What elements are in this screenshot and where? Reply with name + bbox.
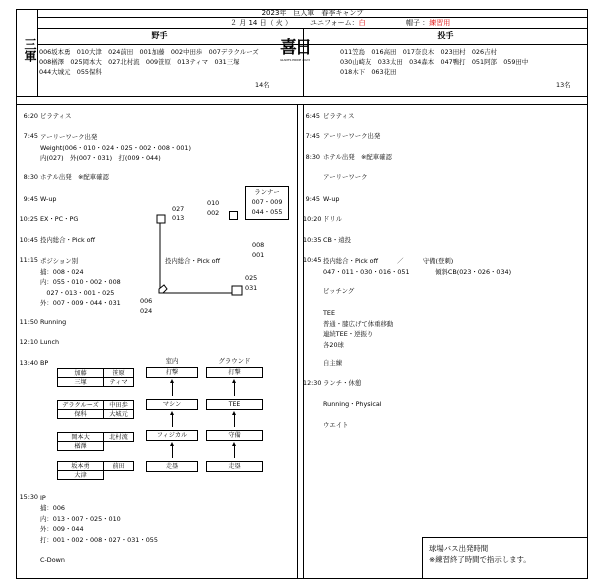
time-label: 10:45 — [19, 236, 38, 244]
page-title: 2023年 巨人軍 春季キャンプ — [261, 9, 364, 17]
schedule-item — [40, 256, 121, 309]
ground-step: 打撃 — [206, 367, 263, 378]
schedule-line: 各20球 — [323, 340, 344, 349]
schedule-item: ランチ・休憩 — [323, 379, 362, 387]
schedule-item: ピラティス — [40, 112, 72, 120]
schedule-line: Weight(006・010・024・025・002・008・001) — [40, 143, 191, 152]
schedule-item: ホテル出発 ※配車確認 — [323, 153, 392, 161]
schedule-line: 連続TEE・逆振り — [323, 330, 374, 338]
logo-caption: GIANTS PRIDE 2023 — [280, 58, 310, 62]
runner-title: ランナー — [254, 188, 280, 196]
time-label: 10:20 — [303, 215, 322, 223]
indoor-step: マシン — [146, 399, 198, 410]
uniform-value: 白 — [358, 19, 366, 27]
frame-right — [587, 9, 588, 578]
time-label: 12:30 — [303, 379, 322, 387]
cap-info — [406, 18, 450, 28]
pitchers-count: 13名 — [556, 81, 571, 89]
position-label: 006 024 — [140, 297, 153, 315]
ground-step: TEE — [206, 399, 263, 410]
schedule-item: CB・遠投 — [323, 236, 352, 244]
schedule-line: ポジション別 — [40, 257, 79, 265]
pitchers-line: 030山崎友 033太田 034森本 047鴨打 051阿部 059田中 — [340, 58, 529, 66]
schedule-line: 外：007・009・044・031 — [40, 299, 121, 307]
schedule-item — [323, 256, 511, 277]
diagram-center-label: 投内総合・Pick off — [165, 257, 221, 265]
bp-player: 保科 — [57, 409, 104, 419]
schedule-item: 自主練 — [323, 359, 343, 367]
fielders-line: 006坂本勇 010大津 024前田 001加藤 002中田歩 007デラクルーズ — [39, 48, 259, 56]
schedule-item — [40, 132, 191, 164]
schedule-item: W-up — [40, 195, 57, 203]
bus-note-line: ※練習終了時間で指示します。 — [429, 555, 531, 564]
schedule-item: アーリーワーク — [323, 173, 368, 181]
frame-left — [16, 9, 17, 578]
header-divider — [37, 28, 588, 29]
pitchers-list — [340, 47, 528, 77]
runner-line: 007・009 — [251, 198, 283, 206]
up-arrow-icon — [172, 414, 173, 427]
schedule-item — [323, 308, 393, 350]
schedule-item: BP — [40, 359, 49, 367]
side-divider — [37, 9, 38, 96]
bp-player: 北村流 — [103, 432, 134, 442]
bp-player: 坂本勇 — [57, 461, 104, 471]
schedule-item: Running・Physical — [323, 400, 382, 408]
runner-line: 044・055 — [251, 208, 283, 216]
cap-label: 帽子 ： — [406, 19, 430, 27]
ground-step: 走塁 — [206, 461, 263, 472]
fielders-list — [39, 47, 259, 77]
schedule-line: 普通・膝広げて体重移動 — [323, 319, 394, 328]
time-label: 8:30 — [23, 173, 38, 181]
time-label: 9:45 — [305, 195, 320, 203]
indoor-step: 打撃 — [146, 367, 198, 378]
up-arrow-icon — [234, 382, 235, 396]
col-indoor: 室内 — [165, 357, 179, 365]
runner-box — [245, 186, 289, 220]
time-label: 6:45 — [305, 112, 320, 120]
schedule-line: 捕：006 — [40, 504, 65, 513]
position-label: 025 031 — [245, 274, 258, 292]
position-label: 027 013 — [172, 205, 185, 222]
schedule-top — [16, 104, 588, 105]
schedule-line: 027・013・001・025 — [40, 288, 115, 297]
uniform-label: ユニフォーム： — [310, 19, 359, 27]
time-label: 11:15 — [19, 256, 38, 264]
second-base — [229, 211, 238, 220]
date-label: ２ 月 14 日（ 火 ） — [230, 19, 293, 27]
up-arrow-icon — [172, 382, 173, 396]
time-label: 10:35 — [303, 236, 322, 244]
bp-player: 三塚 — [57, 377, 104, 387]
bp-player: 加藤 — [57, 368, 104, 378]
time-label: 10:45 — [303, 256, 322, 264]
schedule-line: 打：001・002・008・027・031・055 — [40, 535, 158, 544]
schedule-item: ドリル — [323, 215, 343, 223]
schedule-item: Running — [40, 318, 67, 326]
schedule-line: TEE — [323, 309, 335, 317]
indoor-step: 走塁 — [146, 461, 198, 472]
roster-bottom — [16, 96, 588, 97]
schedule-line: 内(027) 外(007・031) 打(009・044) — [40, 154, 161, 162]
position-label: 008 001 — [252, 241, 265, 259]
side-label: 三軍 — [23, 38, 37, 62]
schedule-line: C-Down — [40, 556, 65, 565]
bp-player: 岡本大 — [57, 432, 104, 442]
up-arrow-icon — [234, 414, 235, 427]
schedule-line: IP — [40, 494, 46, 502]
schedule-item: 投内総合・Pick off — [40, 236, 96, 244]
fielders-heading: 野手 — [151, 31, 168, 40]
cap-value: 練習用 — [429, 19, 451, 27]
indoor-step: フィジカル — [146, 430, 198, 441]
up-arrow-icon — [172, 445, 173, 458]
schedule-item: Lunch — [40, 338, 60, 346]
pitchers-line: 011笠島 016高田 017奈良木 023田村 026吉村 — [340, 48, 497, 56]
schedule-item: W-up — [323, 195, 340, 203]
schedule-line — [40, 545, 158, 555]
schedule-line: 投内総合・Pick off ／ 守備(登刺) — [323, 257, 454, 265]
uniform-info — [310, 18, 366, 28]
schedule-center-divider — [303, 104, 304, 578]
pitchers-line: 018木下 063花田 — [340, 68, 397, 76]
bp-player: 大城元 — [103, 409, 134, 419]
schedule-line: 内：055・010・002・008 — [40, 278, 121, 286]
roster-heading-divider — [37, 44, 588, 45]
schedule-item: アーリーワーク出発 — [323, 132, 381, 140]
logo-glyph: 喜日 — [280, 38, 310, 58]
time-label: 11:50 — [19, 318, 38, 326]
schedule-item — [40, 493, 158, 566]
ground-step: 守備 — [206, 430, 263, 441]
bp-player: 大津 — [57, 470, 104, 480]
schedule-line: 外：009・044 — [40, 525, 84, 534]
schedule-line: 047・011・030・016・051 傾斜CB(023・026・034) — [323, 267, 512, 276]
schedule-line: アーリーワーク出発 — [40, 133, 98, 141]
schedule-item: ピッチング — [323, 287, 355, 295]
time-label: 12:10 — [19, 338, 38, 346]
fielders-line: 044大城元 055保科 — [39, 68, 102, 76]
fielders-line: 008楢澤 025岡本大 027北村流 009笹原 013ティマ 031三塚 — [39, 58, 240, 66]
bus-note-line: 球場バス出発時間 — [429, 544, 489, 553]
schedule-item: EX・PC・PG — [40, 215, 79, 223]
pitchers-heading: 投手 — [437, 31, 454, 40]
time-label: 7:45 — [305, 132, 320, 140]
time-label: 15:30 — [19, 493, 38, 501]
schedule-line: 内：013・007・025・010 — [40, 514, 121, 523]
schedule-item: ウエイト — [323, 421, 349, 429]
bus-note — [422, 537, 588, 579]
position-label: 010 002 — [207, 199, 220, 217]
schedule-item: ピラティス — [323, 112, 355, 120]
bp-player: ティマ — [103, 377, 134, 387]
team-logo — [280, 38, 310, 62]
bp-player: 楢澤 — [57, 441, 104, 451]
time-label: 7:45 — [23, 132, 38, 140]
bp-player: 前田 — [103, 461, 134, 471]
bp-player: 笹原 — [103, 368, 134, 378]
time-label: 6:20 — [23, 112, 38, 120]
time-label: 9:45 — [23, 195, 38, 203]
up-arrow-icon — [234, 445, 235, 458]
schedule-center-divider — [297, 104, 298, 578]
col-ground: グラウンド — [218, 357, 251, 365]
bp-player: デラクルーズ — [57, 400, 104, 410]
bp-player: 中田歩 — [103, 400, 134, 410]
time-label: 8:30 — [305, 153, 320, 161]
time-label: 13:40 — [19, 359, 38, 367]
schedule-item: ホテル出発 ※配車確認 — [40, 173, 109, 181]
schedule-line: 捕：008・024 — [40, 267, 84, 276]
time-label: 10:25 — [19, 215, 38, 223]
fielders-count: 14名 — [255, 81, 270, 89]
